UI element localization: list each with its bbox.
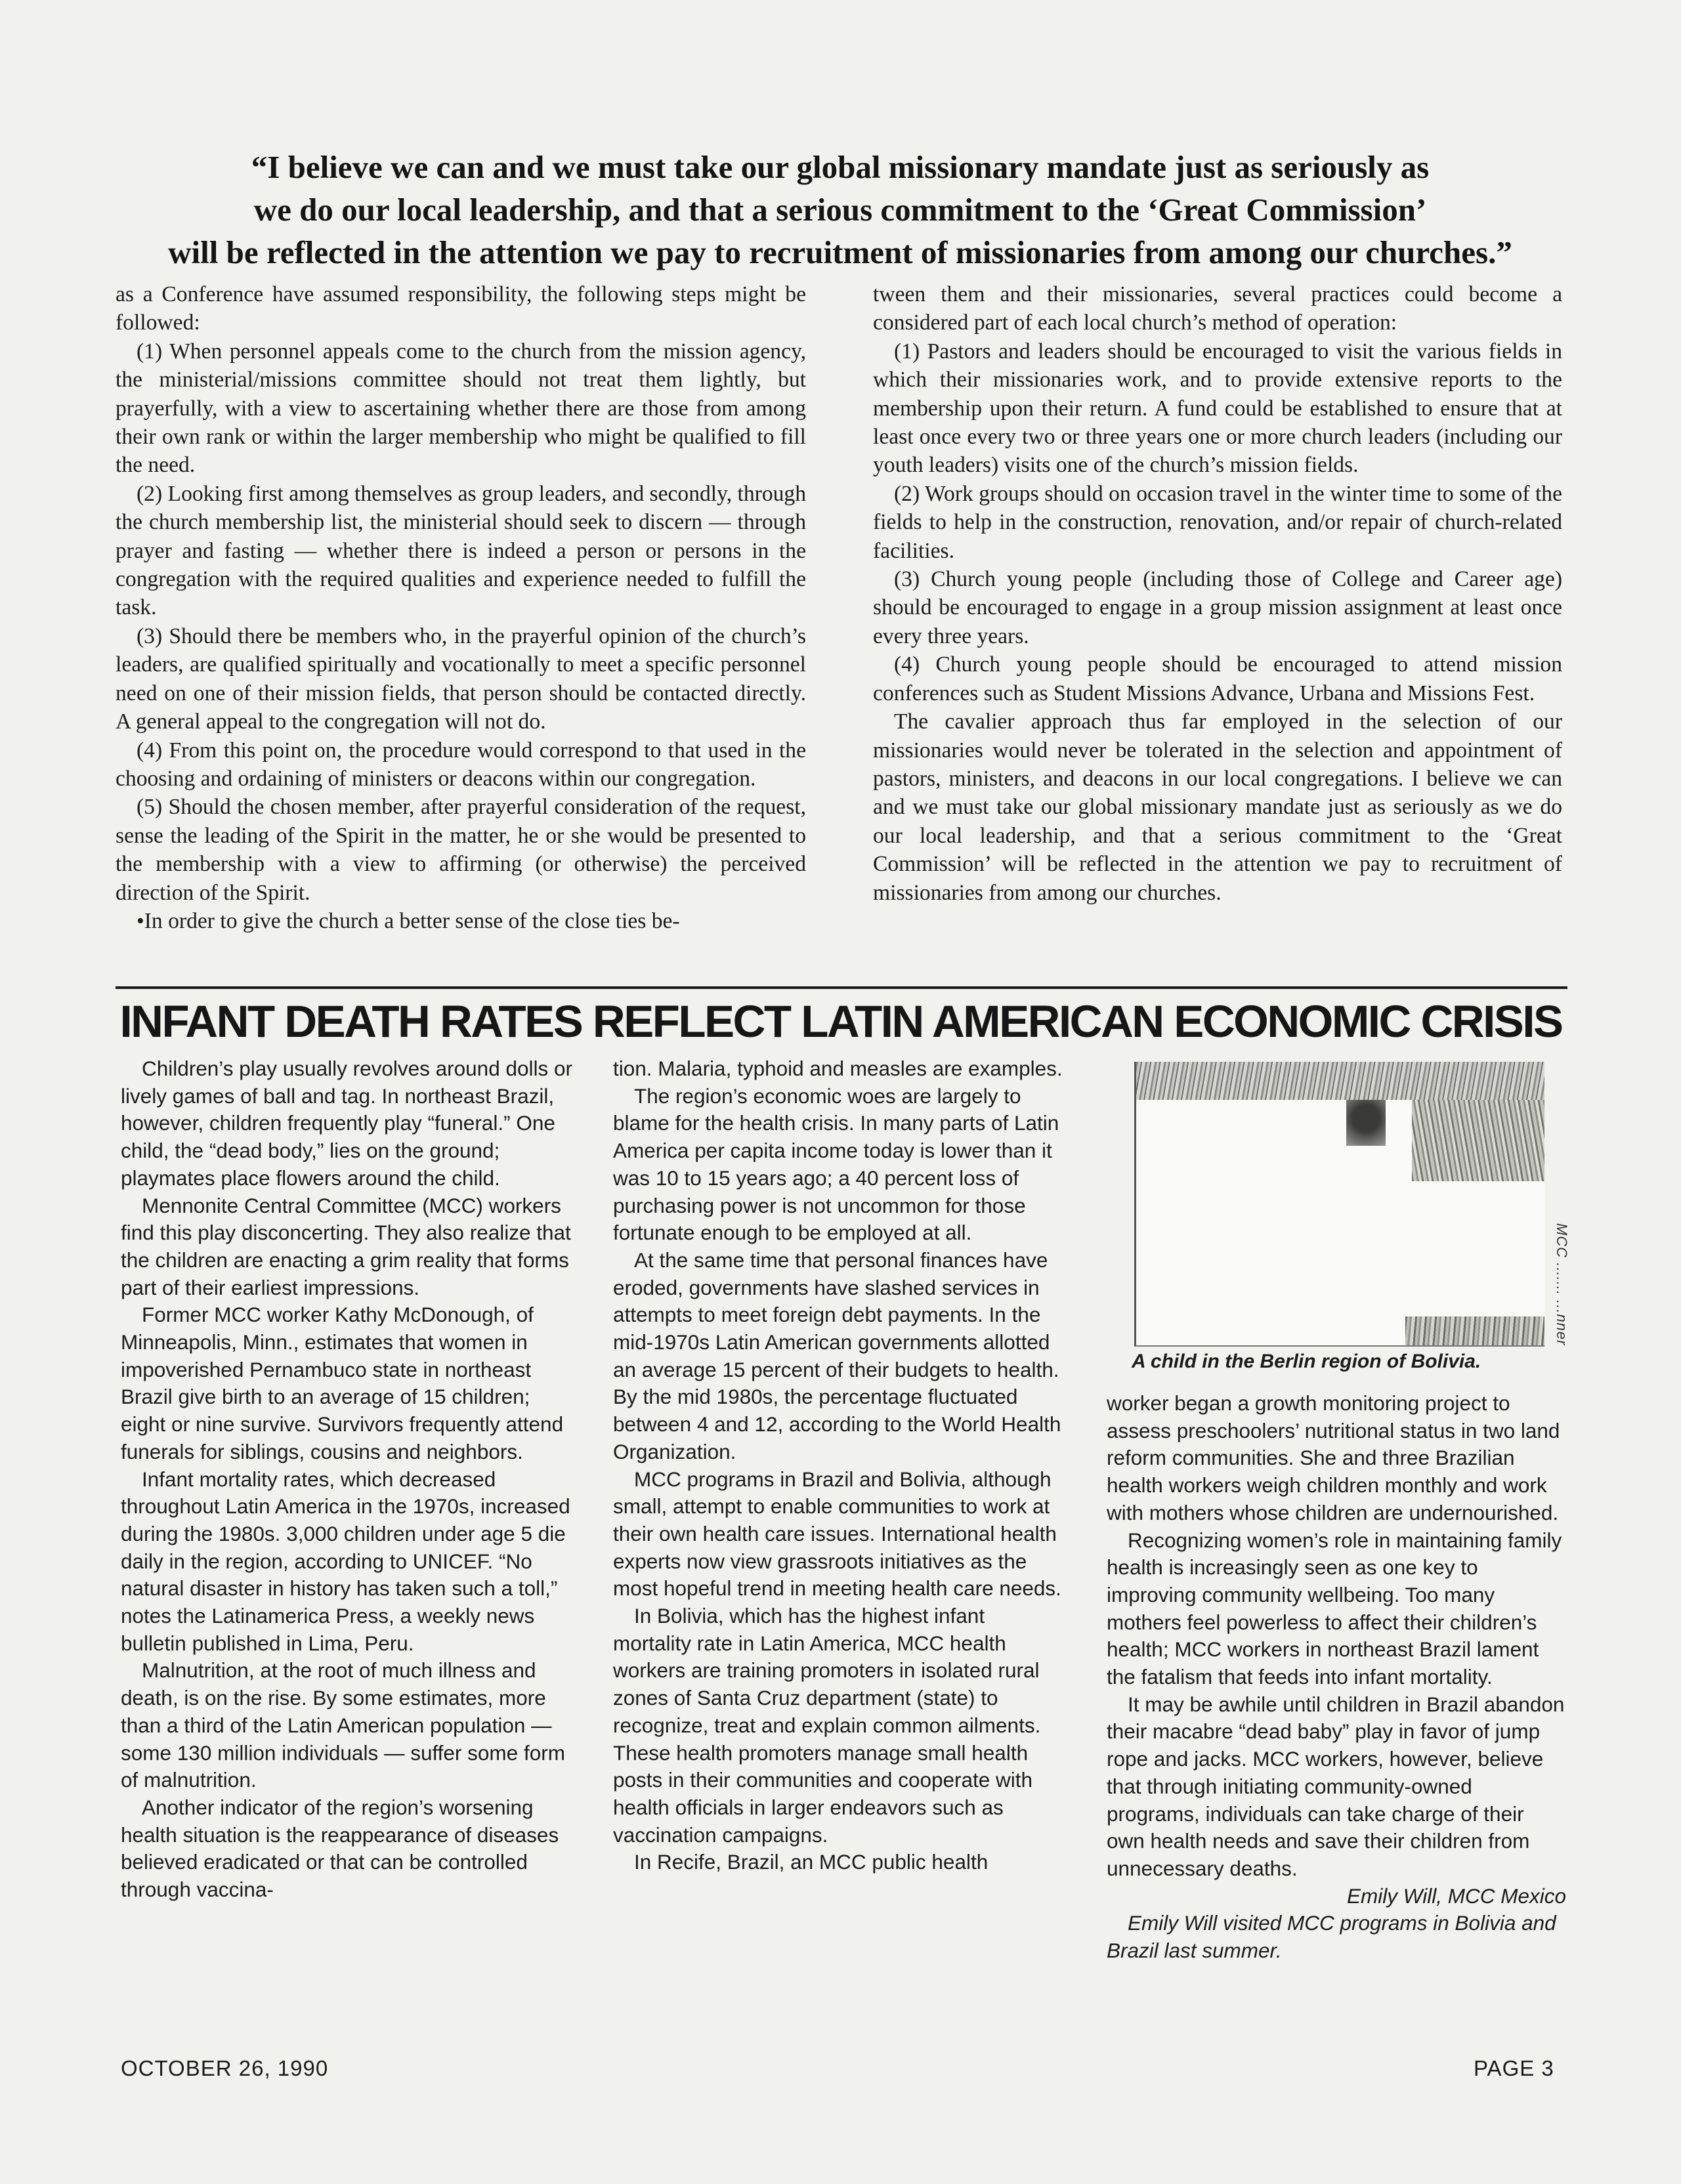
- photo-grass: [1136, 1062, 1544, 1100]
- paragraph: (5) Should the chosen member, after prayerful consideration of the request, sense the leading of the Spirit in the matter, he or she would be presented to the membership with a view to affirming (or otherwise) the perceived direction of the Spirit.: [116, 795, 806, 905]
- upper-article-column-2: [873, 280, 1562, 907]
- paragraph: Infant mortality rates, which decreased throughout Latin America in the 1970s, increased during the 1980s. 3,000 children under age 5 die daily in the region, according to UNICEF. “No natural disaster in history has taken such a toll,” notes the Latinamerica Press, a weekly news bulletin published in Lima, Peru.: [121, 1467, 570, 1655]
- paragraph: At the same time that personal finances have eroded, governments have slashed services in attempts to meet foreign debt payments. In the mid-1970s Latin American governments allotted an average 15 percent of their budgets to health. By the mid 1980s, the percentage fluctuated between 4 and 12, according to the World Health Organization.: [613, 1248, 1061, 1463]
- paragraph: In Bolivia, which has the highest infant mortality rate in Latin America, MCC health workers are training promoters in isolated rural zones of Santa Cruz department (state) to recognize, treat and explain common ailments. These health promoters manage small health posts in their communities and cooperate with health officials in larger endeavors such as vaccination campaigns.: [613, 1604, 1041, 1847]
- section-divider: [116, 986, 1567, 989]
- photo-credit: MCC ....... ...nner: [1554, 1223, 1570, 1345]
- lower-article-column-1: [121, 1055, 574, 1904]
- paragraph: as a Conference have assumed responsibility, the following steps might be followed:: [116, 282, 806, 335]
- paragraph: Former MCC worker Kathy McDonough, of Minneapolis, Minn., estimates that women in impoverished Pernambuco state in northeast Brazil give birth to an average of 15 children; eight or nine survive. Survivors frequently attend funerals for siblings, cousins and neighbors.: [121, 1303, 564, 1463]
- article-headline: INFANT DEATH RATES REFLECT LATIN AMERICAN ECONOMIC CRISIS: [119, 996, 1562, 1047]
- photo-caption: A child in the Berlin region of Bolivia.: [1132, 1351, 1481, 1372]
- paragraph: Another indicator of the region’s worsening health situation is the reappearance of diseases believed eradicated or that can be controlled through vaccina-: [121, 1795, 559, 1902]
- paragraph: The region’s economic woes are largely to blame for the health crisis. In many parts of Latin America per capita income today is lower than it was 10 to 15 years ago; a 40 percent loss of purchasing power is not uncommon for those fortunate enough to be employed at all.: [613, 1083, 1059, 1245]
- paragraph: tion. Malaria, typhoid and measles are examples.: [613, 1057, 1063, 1080]
- paragraph: Children’s play usually revolves around dolls or lively games of ball and tag. In northeast Brazil, however, children frequently play “funeral.” One child, the “dead body,” lies on the ground; playmates place flowers around the child.: [121, 1057, 573, 1190]
- lower-article-column-3: [1107, 1390, 1566, 1965]
- paragraph: It may be awhile until children in Brazil abandon their macabre “dead baby” play in favor of jump rope and jacks. MCC workers, however, believe that through initiating community-owned programs, individuals can take charge of their own health needs and save their children from unnecessary deaths.: [1107, 1692, 1565, 1880]
- pull-quote-line: will be reflected in the attention we pay to recruitment of missionaries from among our churches.”: [168, 234, 1512, 270]
- paragraph: MCC programs in Brazil and Bolivia, although small, attempt to enable communities to work at their own health care issues. International health experts now view grassroots initiatives as the most hopeful trend in meeting health care needs.: [613, 1467, 1061, 1601]
- photo-grass: [1405, 1316, 1544, 1345]
- paragraph: (3) Should there be members who, in the prayerful opinion of the church’s leaders, are qualified spiritually and vocationally to meet a specific personnel need on one of their mission fields, that person should be contacted directly. A general appeal to the congregation will not do.: [116, 623, 806, 734]
- paragraph: (4) From this point on, the procedure would correspond to that used in the choosing and ordaining of ministers or deacons within our congregation.: [116, 738, 806, 791]
- lower-article-column-2: [613, 1055, 1066, 1876]
- article-byline: Emily Will, MCC Mexico: [1347, 1883, 1566, 1908]
- paragraph: (2) Looking first among themselves as group leaders, and secondly, through the church membership list, the ministerial should seek to discern — through prayer and fasting — whether there is indeed a person or persons in the congregation with the required qualities and experience needed to fulfill the task.: [116, 481, 806, 620]
- paragraph: (3) Church young people (including those of College and Career age) should be encouraged to engage in a group mission assignment at least once every three years.: [873, 567, 1562, 648]
- paragraph: tween them and their missionaries, several practices could become a considered part of each local church’s method of operation:: [873, 282, 1562, 335]
- author-note: Emily Will visited MCC programs in Bolivia and Brazil last summer.: [1107, 1911, 1556, 1963]
- photo-child-figure: [1346, 1100, 1386, 1146]
- paragraph: Recognizing women’s role in maintaining family health is increasingly seen as one key to improving community wellbeing. Too many mothers feel powerless to affect their children’s health; MCC workers in northeast Brazil lament the fatalism that feeds into infant mortality.: [1107, 1528, 1562, 1689]
- article-photo: [1134, 1062, 1544, 1347]
- photo-redacted-area: [1136, 1100, 1346, 1316]
- paragraph: worker began a growth monitoring project to assess preschoolers’ nutritional status in two land reform communities. She and three Brazilian health workers weigh children monthly and work with mothers whose children are undernourished.: [1107, 1391, 1560, 1524]
- pull-quote-line: “I believe we can and we must take our global missionary mandate just as seriously as: [251, 149, 1430, 185]
- paragraph: (4) Church young people should be encouraged to attend mission conferences such as Student Missions Advance, Urbana and Missions Fest.: [873, 652, 1562, 705]
- pull-quote-line: we do our local leadership, and that a serious commitment to the ‘Great Commission’: [253, 192, 1427, 228]
- paragraph: •In order to give the church a better sense of the close ties be-: [137, 908, 680, 933]
- pull-quote: [98, 146, 1582, 274]
- paragraph: In Recife, Brazil, an MCC public health: [634, 1850, 989, 1874]
- paragraph: (2) Work groups should on occasion travel in the winter time to some of the fields to help in the construction, renovation, and/or repair of church-related facilities.: [873, 481, 1562, 563]
- paragraph: The cavalier approach thus far employed in the selection of our missionaries would never be tolerated in the selection and appointment of pastors, ministers, and deacons in our local congregations. I believe we can and we must take our global missionary mandate just as seriously as we do our local leadership, and that a serious commitment to the ‘Great Commission’ will be reflected in the attention we pay to recruitment of missionaries from among our churches.: [873, 709, 1562, 905]
- upper-article-column-1: [116, 280, 806, 935]
- paragraph: (1) When personnel appeals come to the church from the mission agency, the ministerial/missions committee should not treat them lightly, but prayerfully, with a view to ascertaining whether there are those from among their own rank or within the larger membership who might be qualified to fill the need.: [116, 339, 806, 478]
- issue-date: OCTOBER 26, 1990: [121, 2056, 329, 2080]
- photo-grass: [1412, 1100, 1544, 1181]
- paragraph: Mennonite Central Committee (MCC) workers find this play disconcerting. They also realize that the children are enacting a grim reality that forms part of their earliest impressions.: [121, 1193, 571, 1299]
- page-number: PAGE 3: [1474, 2056, 1554, 2080]
- paragraph: (1) Pastors and leaders should be encouraged to visit the various fields in which their missionaries work, and to provide extensive reports to the membership upon their return. A fund could be established to ensure that at least once every two or three years one or more church leaders (including our youth leaders) visits one of the church’s mission fields.: [873, 339, 1562, 478]
- paragraph: Malnutrition, at the root of much illness and death, is on the rise. By some estimates, more than a third of the Latin American population — some 130 million individuals — suffer some form of malnutrition.: [121, 1658, 565, 1792]
